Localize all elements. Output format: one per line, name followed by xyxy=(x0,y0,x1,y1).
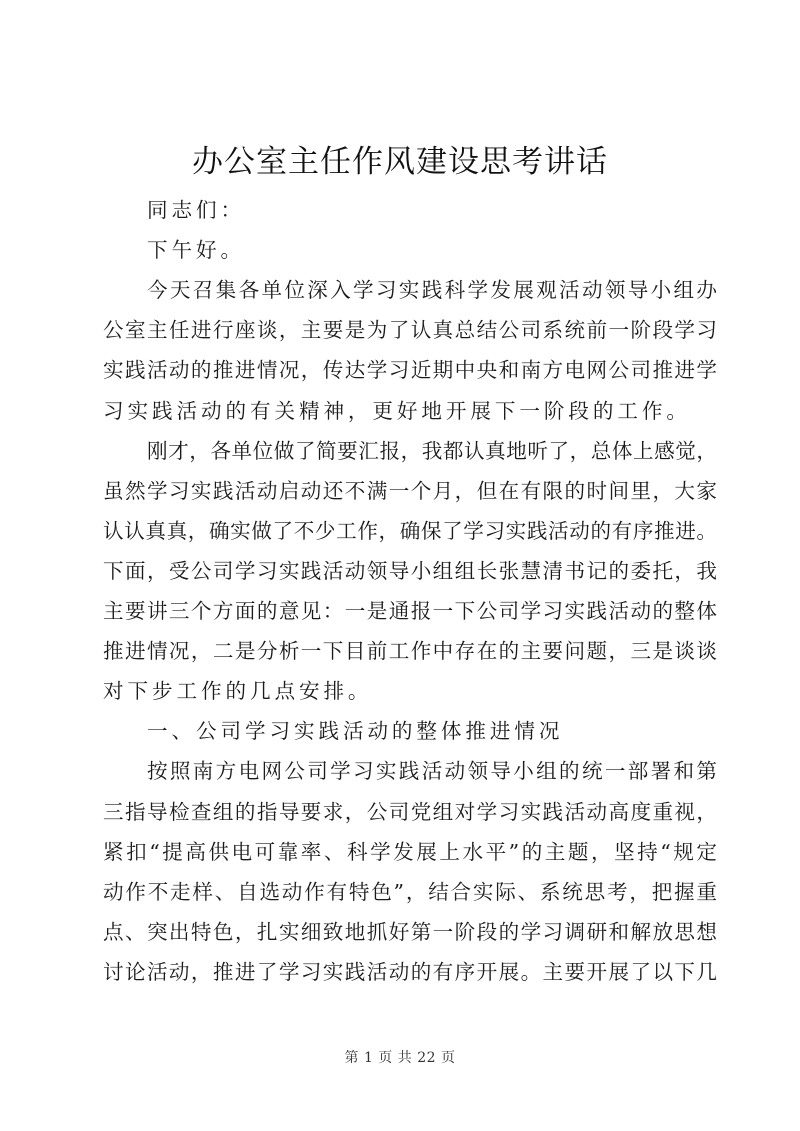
body-line: 下午好。 xyxy=(147,238,245,263)
section-heading: 一、公司学习实践活动的整体推进情况 xyxy=(147,719,564,744)
body-line: 动作不走样、自选动作有特色”，结合实际、系统思考，把握重 xyxy=(103,879,717,904)
body-line: 同志们： xyxy=(147,198,245,222)
body-line: 主要讲三个方面的意见：一是通报一下公司学习实践活动的整体 xyxy=(103,599,717,623)
body-line: 三指导检查组的指导要求，公司党组对学习实践活动高度重视， xyxy=(103,799,717,824)
body-line: 刚才，各单位做了简要汇报，我都认真地听了，总体上感觉， xyxy=(147,438,717,463)
body-line: 讨论活动，推进了学习实践活动的有序开展。主要开展了以下几 xyxy=(103,959,717,984)
page-number-footer: 第 1 页 共 22 页 xyxy=(344,1050,456,1066)
body-line: 紧扣“提高供电可靠率、科学发展上水平”的主题，坚持“规定 xyxy=(103,839,717,864)
body-line: 今天召集各单位深入学习实践科学发展观活动领导小组办 xyxy=(147,278,717,303)
body-line: 虽然学习实践活动启动还不满一个月，但在有限的时间里，大家 xyxy=(103,478,717,503)
body-line: 点、突出特色，扎实细致地抓好第一阶段的学习调研和解放思想 xyxy=(103,919,717,944)
body-line: 认认真真，确实做了不少工作，确保了学习实践活动的有序推进。 xyxy=(103,518,717,543)
body-line: 推进情况，二是分析一下目前工作中存在的主要问题，三是谈谈 xyxy=(103,639,717,664)
body-line: 按照南方电网公司学习实践活动领导小组的统一部署和第 xyxy=(147,759,717,784)
document-title: 办公室主任作风建设思考讲话 xyxy=(192,144,608,180)
body-line: 对下步工作的几点安排。 xyxy=(103,679,373,704)
body-line: 习实践活动的有关精神，更好地开展下一阶段的工作。 xyxy=(103,398,691,423)
body-line: 实践活动的推进情况，传达学习近期中央和南方电网公司推进学 xyxy=(103,358,717,383)
body-line: 下面，受公司学习实践活动领导小组组长张慧清书记的委托，我 xyxy=(103,558,717,583)
body-line: 公室主任进行座谈，主要是为了认真总结公司系统前一阶段学习 xyxy=(103,318,717,343)
